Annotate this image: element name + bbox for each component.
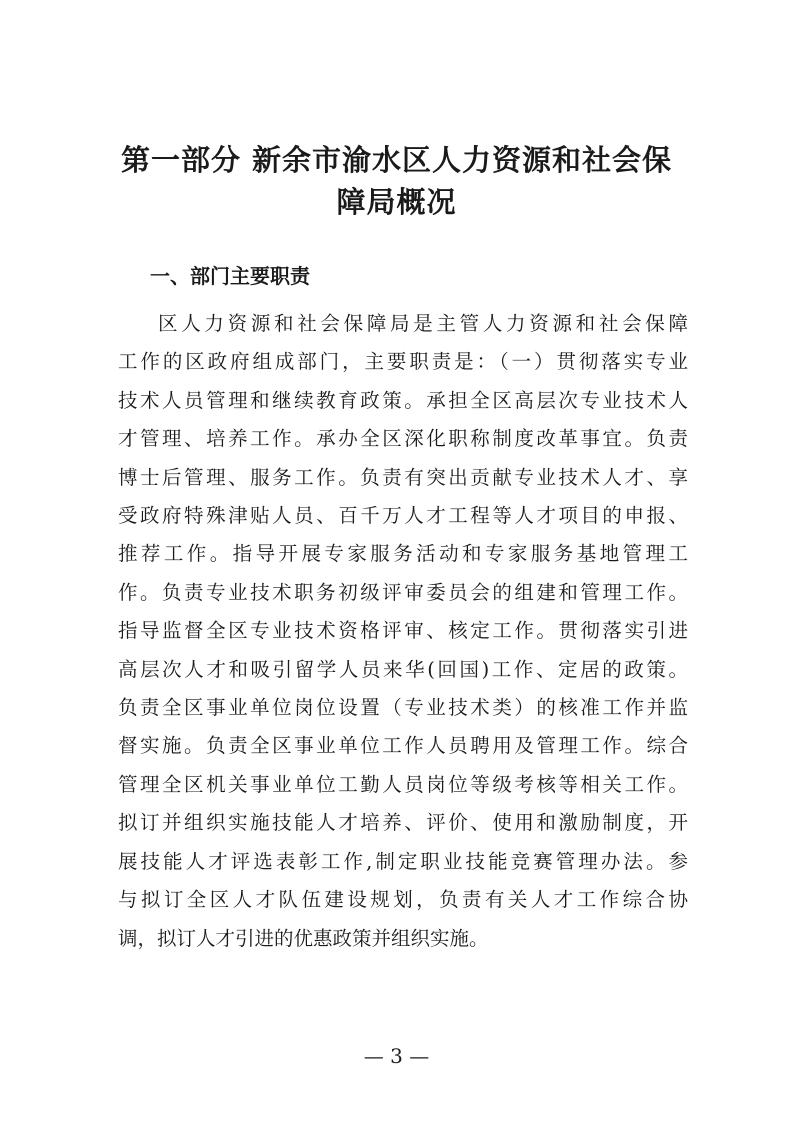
paragraph-line: 高层次人才和吸引留学人员来华(回国)工作、定居的政策。 [118,657,688,681]
paragraph-line: 管理全区机关事业单位工勤人员岗位等级考核等相关工作。 [118,772,688,796]
paragraph-line: 区人力资源和社会保障局是主管人力资源和社会保障 [158,312,688,335]
paragraph-line: 受政府特殊津贴人员、百千万人才工程等人才项目的申报、 [118,504,688,528]
paragraph-line: 技术人员管理和继续教育政策。承担全区高层次专业技术人 [118,388,688,412]
paragraph-line: 博士后管理、服务工作。负责有突出贡献专业技术人才、享 [118,465,688,489]
paragraph-line: 负责全区事业单位岗位设置（专业技术类）的核准工作并监 [118,696,688,720]
page-title-line-1: 第一部分 新余市渝水区人力资源和社会保 [120,143,673,177]
page-title-line-2: 障局概况 [336,185,457,219]
page-number: — 3 — [363,1044,430,1068]
body-paragraph [118,305,688,958]
paragraph-line: 与拟订全区人才队伍建设规划，负责有关人才工作综合协 [118,888,688,912]
paragraph-line: 才管理、培养工作。承办全区深化职称制度改革事宜。负责 [118,427,688,451]
paragraph-line: 作。负责专业技术职务初级评审委员会的组建和管理工作。 [118,580,688,604]
section-heading: 一、部门主要职责 [150,264,310,288]
paragraph-line: 拟订并组织实施技能人才培养、评价、使用和激励制度，开 [118,811,688,835]
paragraph-line: 推荐工作。指导开展专家服务活动和专家服务基地管理工 [118,542,688,566]
paragraph-line: 工作的区政府组成部门，主要职责是：（一）贯彻落实专业 [118,350,688,374]
paragraph-line: 督实施。负责全区事业单位工作人员聘用及管理工作。综合 [118,734,688,758]
paragraph-line: 展技能人才评选表彰工作,制定职业技能竞赛管理办法。参 [118,849,688,873]
paragraph-line: 指导监督全区专业技术资格评审、核定工作。贯彻落实引进 [118,619,688,643]
paragraph-line: 调，拟订人才引进的优惠政策并组织实施。 [118,926,489,950]
